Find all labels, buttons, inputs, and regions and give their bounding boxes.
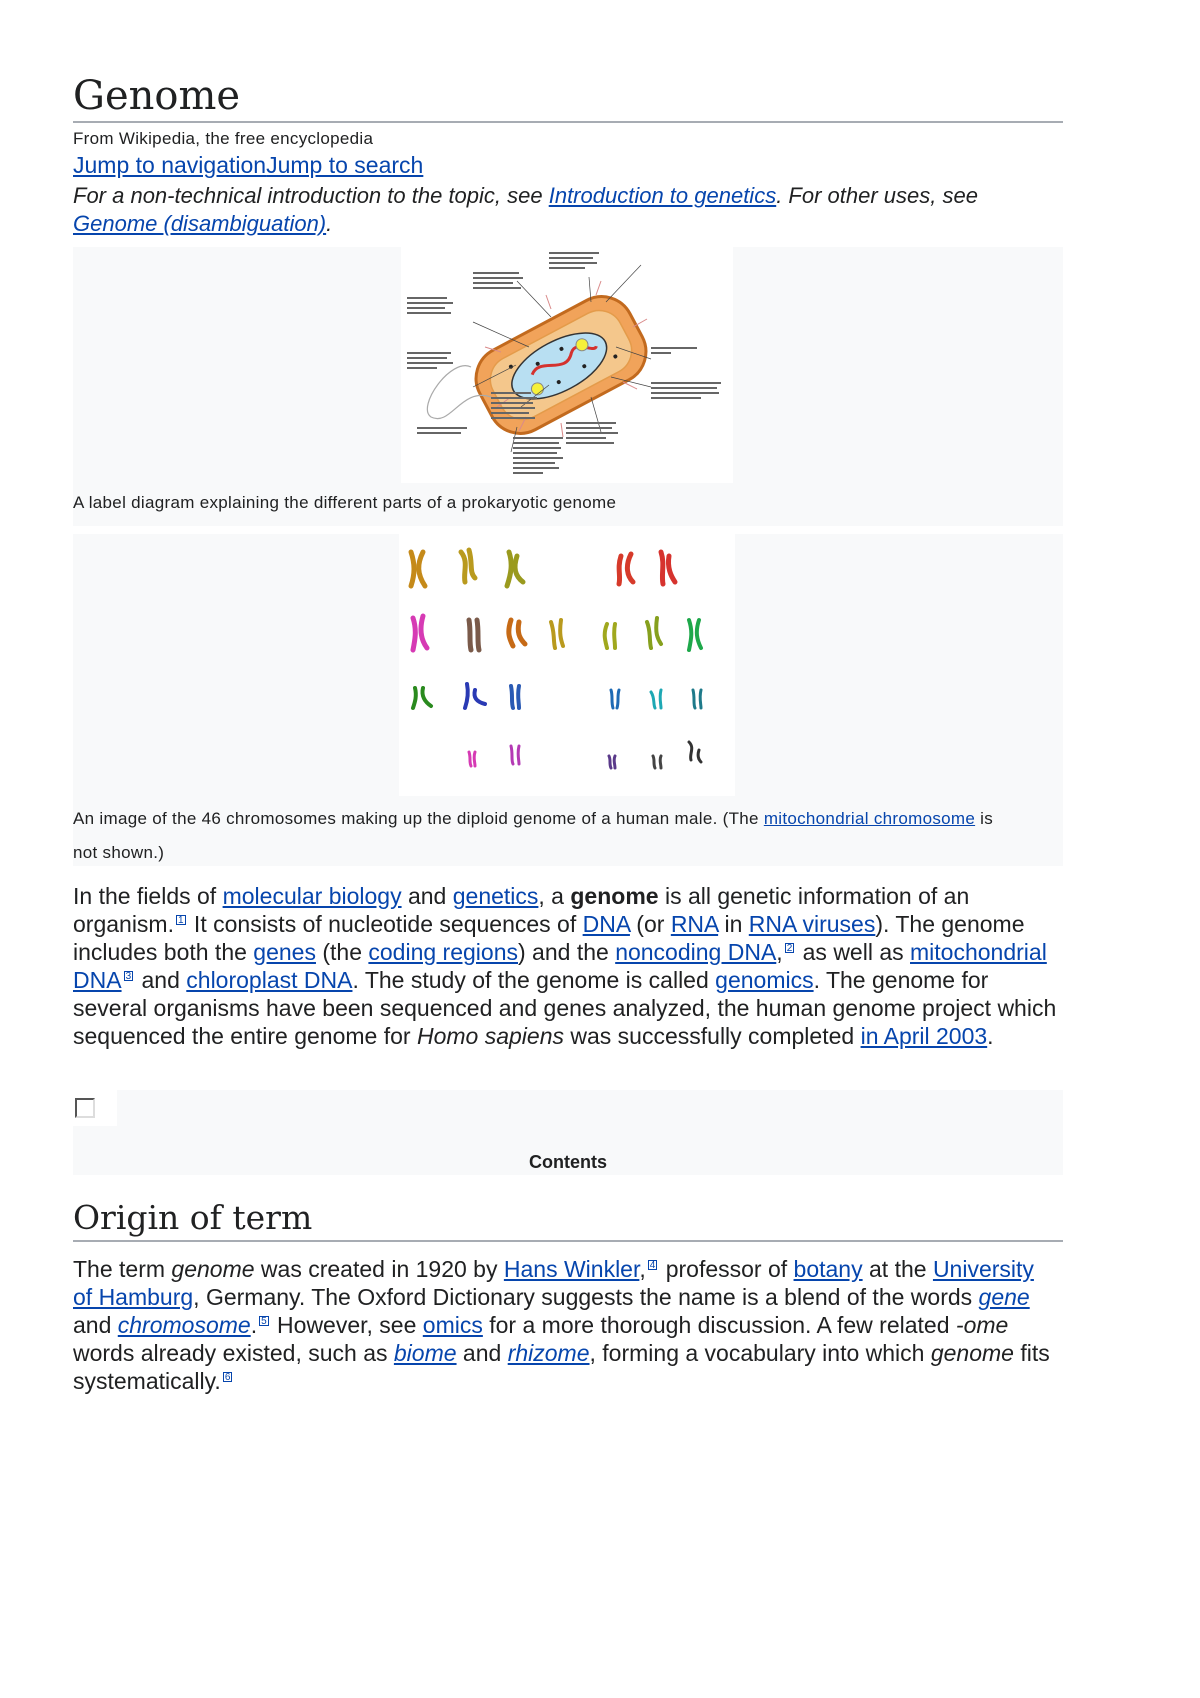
reference-5[interactable]: 5 <box>261 1316 267 1328</box>
jump-to-search-link[interactable]: Jump to search <box>266 152 424 178</box>
prokaryote-diagram-svg <box>401 247 733 483</box>
botany-link[interactable]: botany <box>793 1256 863 1282</box>
mitochondrial-chromosome-link[interactable]: mitochondrial chromosome <box>763 809 976 828</box>
toc-title: Contents <box>529 1152 607 1172</box>
mitochondrial-dna-link[interactable]: mitochondrial DNA <box>73 939 1047 993</box>
hatnote: For a non-technical introduction to the topic, see Introduction to genetics. For other uses, see Genome (disambiguation). <box>73 183 978 236</box>
genome-disambiguation-link[interactable]: Genome (disambiguation) <box>73 211 327 236</box>
genetics-link[interactable]: genetics <box>452 883 539 909</box>
jump-to-navigation-link[interactable]: Jump to navigation <box>73 152 267 178</box>
karyotype-svg <box>399 534 735 796</box>
figure-caption-karyotype: An image of the 46 chromosomes making up the diploid genome of a human male. (The mitochondrial chromosome is not shown.) <box>73 809 994 862</box>
reference-4[interactable]: 4 <box>649 1260 656 1272</box>
figure-karyotype <box>73 534 1063 866</box>
reference-1[interactable]: 1 <box>177 915 184 927</box>
table-of-contents <box>73 1090 1063 1175</box>
omics-link[interactable]: omics <box>422 1312 483 1338</box>
april-2003-link[interactable]: in April 2003 <box>860 1023 988 1049</box>
reference-3[interactable]: 3 <box>125 971 132 983</box>
origin-paragraph: The term genome was created in 1920 by Hans Winkler, 4 professor of botany at the University of Hamburg, Germany. The Oxford Dictionary suggests the name is a blend of the words gene and chromosome. 5 However, see omics for a more thorough discussion. A few related -ome words already existed, such as biome and rhizome, forming a vocabulary into which genome fits systematically. 6 <box>73 1256 1050 1394</box>
genome-bold-term: genome <box>570 883 659 909</box>
gene-link[interactable]: gene <box>978 1284 1030 1310</box>
biome-link[interactable]: biome <box>393 1340 457 1366</box>
title-divider <box>73 121 1063 123</box>
rna-viruses-link[interactable]: RNA viruses <box>748 911 876 937</box>
figure-caption-prokaryote: A label diagram explaining the different parts of a prokaryotic genome <box>73 493 617 512</box>
jump-links <box>73 152 423 179</box>
noncoding-dna-link[interactable]: noncoding DNA <box>615 939 777 965</box>
reference-6[interactable]: 6 <box>224 1372 231 1384</box>
reference-2[interactable]: 2 <box>786 943 793 955</box>
section-heading-origin: Origin of term <box>73 1198 313 1237</box>
introduction-to-genetics-link[interactable]: Introduction to genetics <box>548 183 777 208</box>
hans-winkler-link[interactable]: Hans Winkler <box>503 1256 640 1282</box>
genomics-link[interactable]: genomics <box>715 967 814 993</box>
karyotype-image[interactable] <box>399 534 735 796</box>
coding-regions-link[interactable]: coding regions <box>368 939 518 965</box>
toc-toggle-checkbox[interactable] <box>75 1098 95 1118</box>
prokaryote-diagram-image[interactable] <box>401 247 733 483</box>
university-of-hamburg-link[interactable]: University of Hamburg <box>73 1256 1034 1310</box>
homo-sapiens-term: Homo sapiens <box>416 1023 564 1049</box>
chloroplast-dna-link[interactable]: chloroplast DNA <box>186 967 353 993</box>
page-title: Genome <box>73 73 241 119</box>
site-tagline: From Wikipedia, the free encyclopedia <box>73 129 374 148</box>
rna-link[interactable]: RNA <box>670 911 719 937</box>
intro-paragraph: In the fields of molecular biology and genetics, a genome is all genetic information of an organism. 1 It consists of nucleotide sequences of DNA (or RNA in RNA viruses). The genome includes both the genes (the coding regions) and the noncoding DNA, 2 as well as mitochondrial DNA 3 and chloroplast DNA. The study of the genome is called genomics. The genome for several organisms have been sequenced and genes analyzed, the human genome project which sequenced the entire genome for Homo sapiens was successfully completed in April 2003. <box>73 883 1057 1049</box>
figure-prokaryote <box>73 247 1063 526</box>
chromosome-link[interactable]: chromosome <box>117 1312 251 1338</box>
rhizome-link[interactable]: rhizome <box>507 1340 590 1366</box>
molecular-biology-link[interactable]: molecular biology <box>222 883 402 909</box>
genes-link[interactable]: genes <box>253 939 316 965</box>
section-divider <box>73 1240 1063 1242</box>
dna-link[interactable]: DNA <box>582 911 630 937</box>
